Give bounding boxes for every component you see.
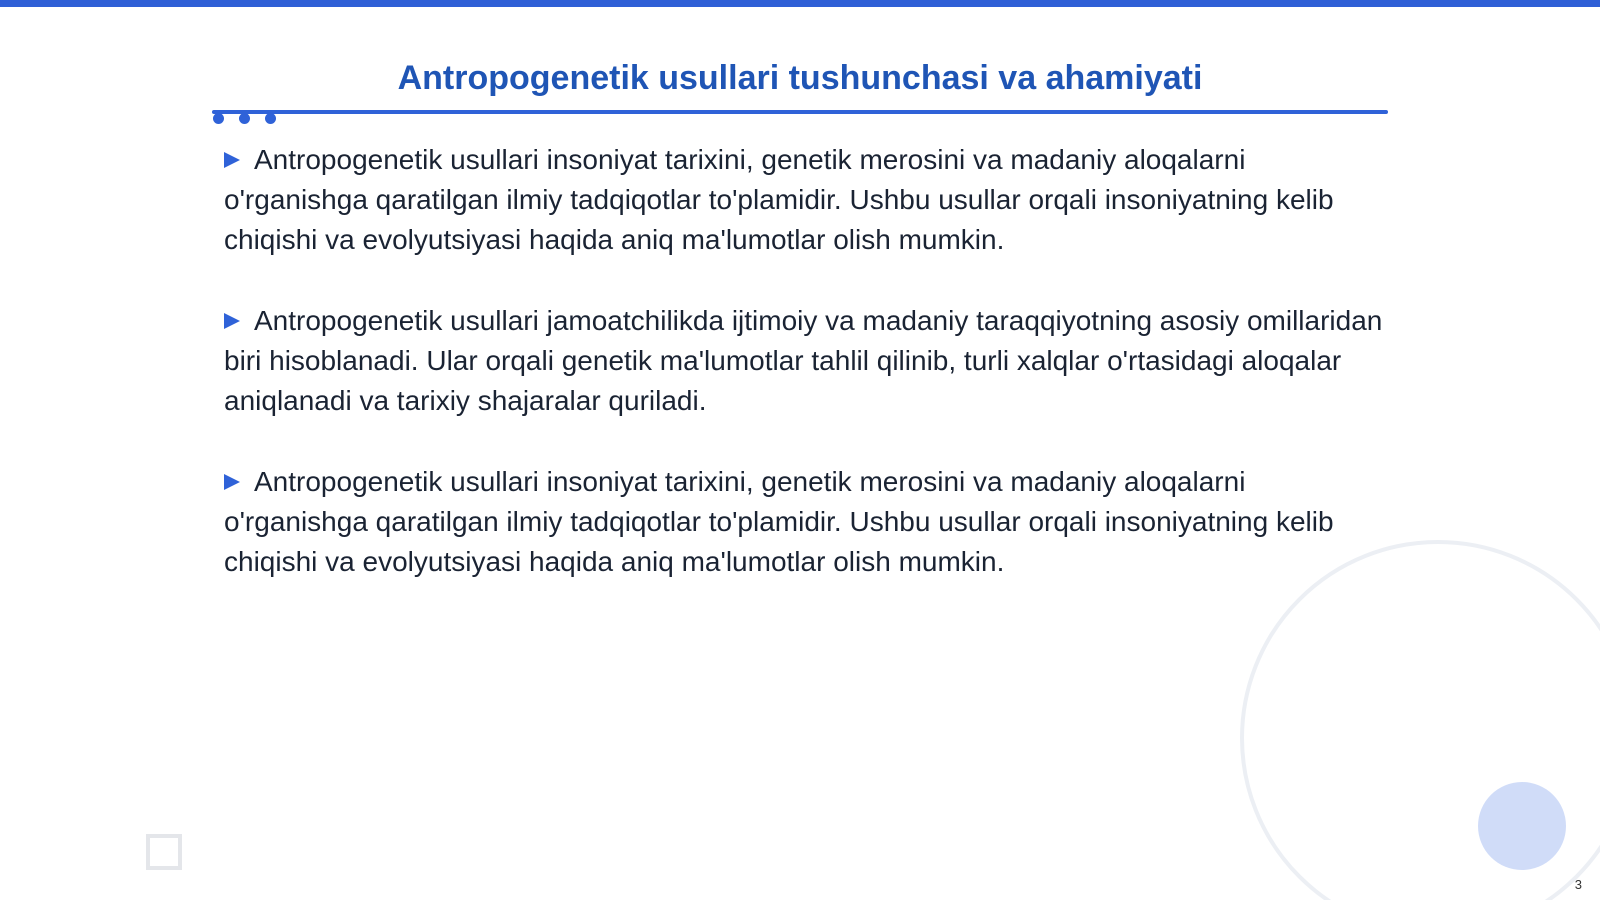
bullet-text: Antropogenetik usullari jamoatchilikda ijtimoiy va madaniy taraqqiyotning asosiy omillaridan biri hisoblanadi. Ular orqali genetik ma'lumotlar tahlil qilinib, turli xalqlar o'rtasidagi aloqalar aniqlanadi va tarixiy shajaralar quriladi. bbox=[224, 305, 1383, 416]
decor-circle bbox=[1478, 782, 1566, 870]
decor-square bbox=[146, 834, 182, 870]
top-accent-bar bbox=[0, 0, 1600, 7]
triangle-right-icon bbox=[224, 474, 240, 490]
bullet-item bbox=[224, 301, 1384, 421]
page-number: 3 bbox=[1574, 877, 1582, 892]
bullet-text: Antropogenetik usullari insoniyat tarixini, genetik merosini va madaniy aloqalarni o'rganishga qaratilgan ilmiy tadqiqotlar to'plamidir. Ushbu usullar orqali insoniyatning kelib chiqishi va evolyutsiyasi haqida aniq ma'lumotlar olish mumkin. bbox=[224, 466, 1334, 577]
bullet-item bbox=[224, 462, 1384, 582]
title-underline bbox=[212, 110, 1388, 114]
decor-dot bbox=[213, 113, 224, 124]
triangle-right-icon bbox=[224, 152, 240, 168]
bullet-list bbox=[224, 140, 1384, 623]
slide-title: Antropogenetik usullari tushunchasi va ahamiyati bbox=[397, 59, 1203, 97]
decor-dot bbox=[239, 113, 250, 124]
triangle-right-icon bbox=[224, 313, 240, 329]
decor-dot bbox=[265, 113, 276, 124]
bullet-text: Antropogenetik usullari insoniyat tarixini, genetik merosini va madaniy aloqalarni o'rganishga qaratilgan ilmiy tadqiqotlar to'plamidir. Ushbu usullar orqali insoniyatning kelib chiqishi va evolyutsiyasi haqida aniq ma'lumotlar olish mumkin. bbox=[224, 144, 1334, 255]
bullet-item bbox=[224, 140, 1384, 260]
